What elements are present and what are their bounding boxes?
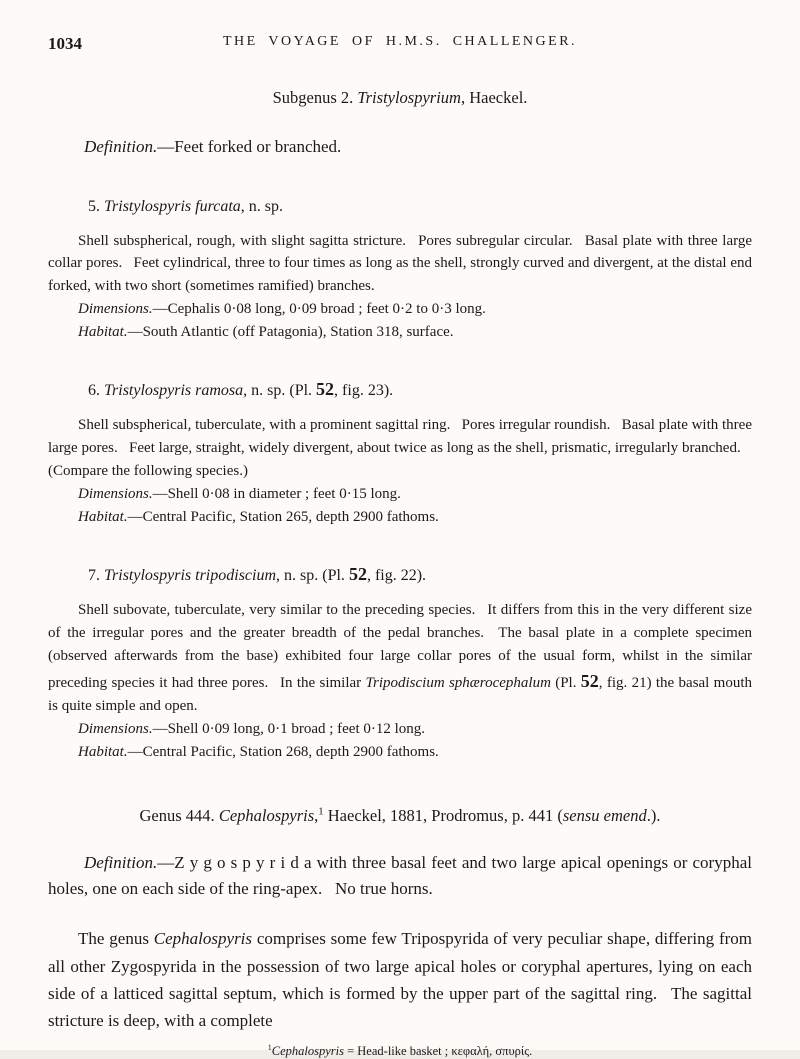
genus-comma: ,: [314, 805, 319, 825]
species-description: Shell subspherical, tuberculate, with a prominent sagittal ring. Pores irregular roundish. Basal plate with three large pores. Feet large, straight, widely divergent, about twice as long as the shell, prismatic, irregularly branched. (Compare the following species.): [48, 417, 752, 480]
species-dimensions: [48, 483, 752, 506]
species-name: Tristylospyris tripodiscium: [104, 567, 277, 585]
genus-paragraph: [48, 925, 752, 1034]
genus-heading-tail: .).: [646, 805, 661, 825]
plate-number: 52: [348, 564, 367, 585]
dimensions-text: —Cephalis 0·08 long, 0·09 broad ; feet 0·2 to 0·3 long.: [152, 300, 486, 317]
dimensions-text: —Shell 0·08 in diameter ; feet 0·15 long.: [152, 485, 401, 502]
dimensions-text: —Shell 0·09 long, 0·1 broad ; feet 0·12 long.: [152, 721, 426, 738]
species-heading-tail: , n. sp.: [240, 197, 283, 215]
definition-text: —Z y g o s p y r i d a with three basal feet and two large apical openings or coryphal holes, one on each side of the ring-apex. No true horns.: [48, 852, 752, 899]
footnote-marker: 1: [267, 1042, 272, 1052]
species-heading: [88, 198, 752, 216]
definition-label: Definition.: [84, 852, 158, 872]
species-heading-tail: , n. sp. (Pl.: [243, 382, 317, 400]
dimensions-label: Dimensions.: [78, 485, 153, 502]
genus-definition: [48, 850, 752, 904]
plate-number: 52: [580, 670, 599, 691]
species-section-tripodiscium: [48, 564, 752, 763]
genus-citation: Haeckel, 1881, Prodromus, p. 441 (: [323, 805, 563, 825]
species-dimensions: [48, 298, 752, 321]
subgenus-author: , Haeckel.: [460, 88, 528, 107]
page-header: [48, 34, 752, 58]
page-number: 1034: [48, 34, 82, 53]
species-number: 6.: [88, 382, 104, 400]
species-dimensions: [48, 718, 752, 741]
species-habitat: [48, 506, 752, 529]
genus-emend: sensu emend: [562, 805, 647, 825]
habitat-text: —Central Pacific, Station 265, depth 2900 fathoms.: [127, 508, 439, 525]
species-name: Tristylospyris ramosa: [104, 382, 244, 400]
species-habitat: [48, 741, 752, 764]
subgenus-definition: [48, 134, 752, 160]
inline-genus-name: Cephalospyris: [153, 929, 253, 949]
species-heading-tail2: , fig. 22).: [366, 567, 427, 585]
species-description: Shell subspherical, rough, with slight sagitta stricture. Pores subregular circular. Basal plate with three large collar pores. Feet cylindrical, three to four times as long as the shell, strongly curved and divergent, at the distal end forked, with two short (sometimes ramified) branches.: [48, 232, 752, 295]
running-title: THE VOYAGE OF H.M.S. CHALLENGER.: [222, 34, 578, 49]
species-number: 5.: [88, 197, 104, 215]
paragraph-part: comprises some few Tripospyrida of very peculiar shape, differing from all other Zygospyrida in the possession of two large apical holes or coryphal apertures, lying on each side of a latticed sagittal septum, which is formed by the upper part of the sagittal ring. The sagittal stricture is deep, with a complete: [48, 929, 752, 1030]
habitat-label: Habitat.: [78, 323, 128, 340]
dimensions-label: Dimensions.: [78, 721, 153, 738]
inline-species-name: Tripodiscium sphærocephalum: [365, 674, 551, 691]
subgenus-heading: [48, 88, 752, 108]
paragraph-part: The genus: [78, 929, 154, 949]
species-heading: [88, 379, 752, 400]
species-heading: [88, 564, 752, 585]
footnote-text: = Head-like basket ; κεφαλή, σπυρίς.: [343, 1044, 533, 1059]
description-part: Shell subovate, tuberculate, very similar to the preceding species. It differs from this in the very different size of the irregular pores and the greater breadth of the pedal branches. The basal plate in a complete specimen (observed afterwards from the base) exhibited four large collar pores of the usual form, whilst in the similar preceding species it had three pores. In the similar: [48, 602, 752, 691]
definition-text: —Feet forked or branched.: [157, 137, 342, 156]
species-section-ramosa: [48, 379, 752, 528]
description-part: , fig. 21) the basal mouth is quite simple and open.: [48, 674, 752, 715]
species-heading-tail: , n. sp. (Pl.: [276, 567, 349, 585]
habitat-label: Habitat.: [78, 508, 128, 525]
subgenus-lead: Subgenus 2.: [272, 88, 358, 107]
habitat-text: —Central Pacific, Station 268, depth 2900 fathoms.: [127, 743, 439, 760]
genus-heading: [48, 806, 752, 826]
genus-name: Cephalospyris: [218, 805, 315, 825]
species-description: [48, 599, 752, 718]
species-habitat: [48, 321, 752, 344]
dimensions-label: Dimensions.: [78, 300, 153, 317]
genus-lead: Genus 444.: [139, 805, 219, 825]
species-name: Tristylospyris furcata: [104, 197, 241, 215]
description-part: (Pl.: [550, 674, 581, 691]
definition-label: Definition.: [84, 137, 158, 156]
footnote-term: Cephalospyris: [271, 1044, 344, 1059]
footnote-marker: 1: [318, 805, 324, 818]
habitat-label: Habitat.: [78, 743, 128, 760]
plate-number: 52: [316, 379, 335, 400]
species-heading-tail2: , fig. 23).: [334, 382, 394, 400]
species-number: 7.: [88, 567, 104, 585]
subgenus-name: Tristylospyrium: [357, 88, 461, 107]
habitat-text: —South Atlantic (off Patagonia), Station 318, surface.: [127, 323, 454, 340]
footnote: [48, 1044, 752, 1059]
species-section-furcata: [48, 198, 752, 344]
